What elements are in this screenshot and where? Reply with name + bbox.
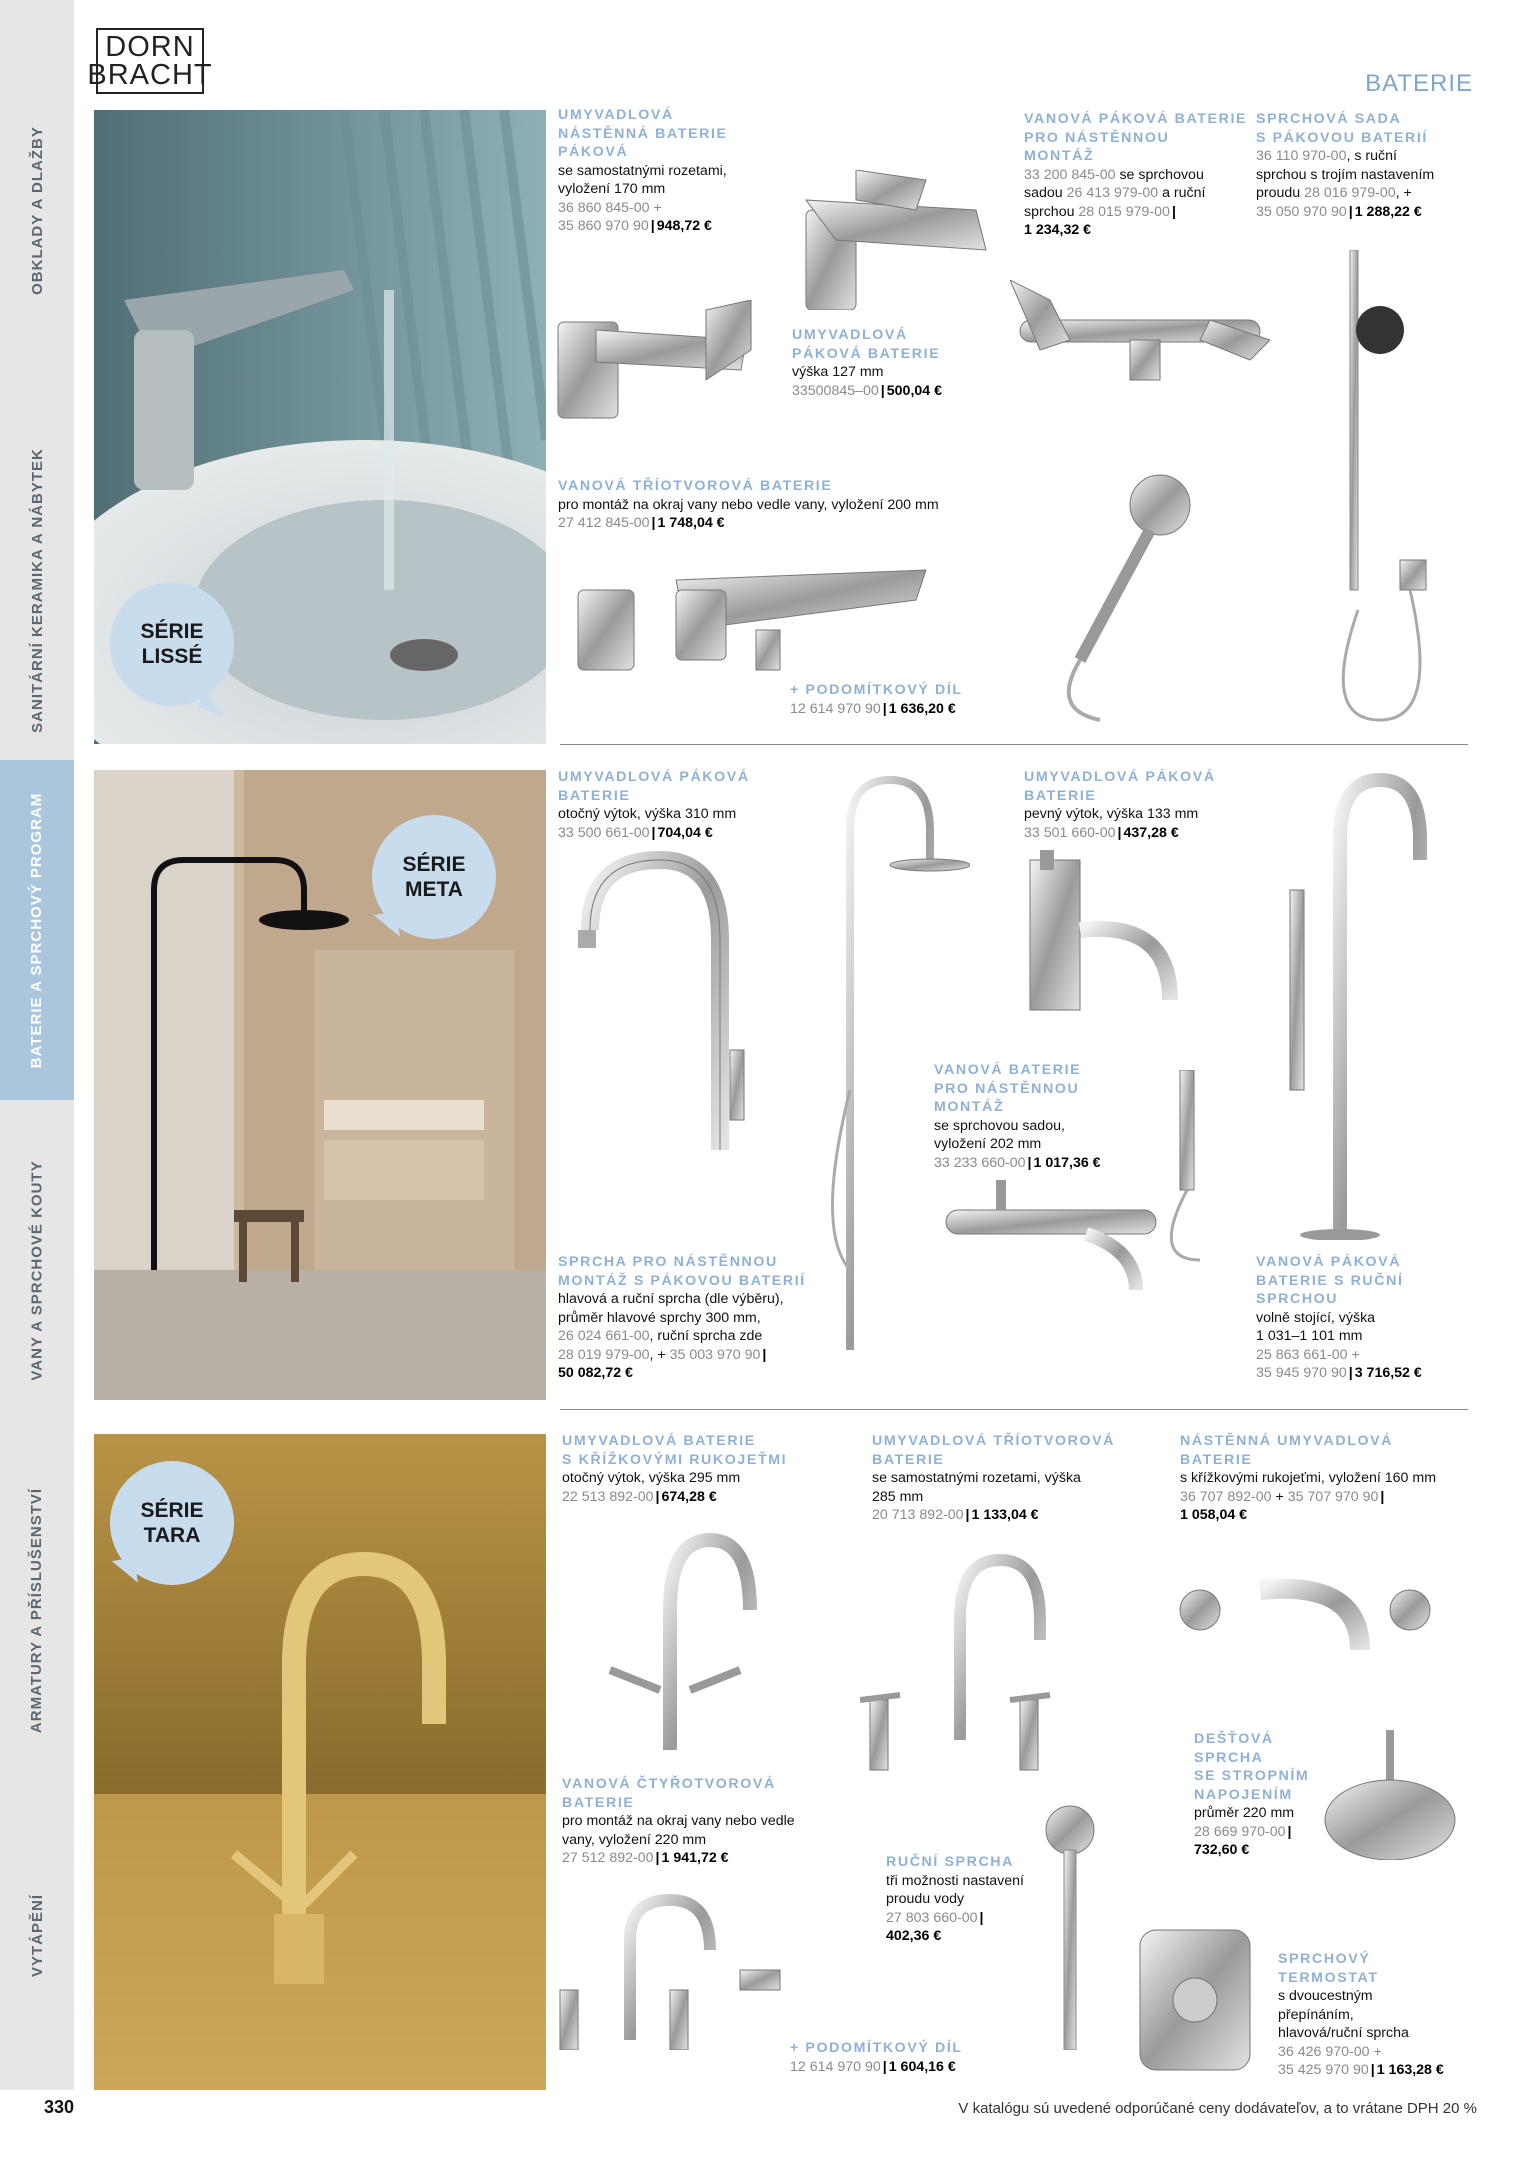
product-title: + PODOMÍTKOVÝ DÍL <box>790 682 963 698</box>
product-title: UMYVADLOVÁ BATERIE <box>562 1433 756 1449</box>
product-desc: tři možnosti nastavení <box>886 1872 1024 1889</box>
product-price: 704,04 € <box>657 824 713 841</box>
product-price: 1 058,04 € <box>1180 1507 1248 1523</box>
product-price: 948,72 € <box>656 218 712 234</box>
product-price: 500,04 € <box>886 382 943 399</box>
illustration-basin-3hole-tara <box>860 1540 1080 1780</box>
product-code: 27 803 660-00 <box>886 1909 978 1926</box>
product-desc: proudu vody <box>886 1891 965 1907</box>
product-code: 28 669 970-00 <box>1194 1823 1286 1840</box>
product-title: SPRCHA <box>1194 1749 1264 1766</box>
illustration-wall-basin-lisse <box>556 300 756 430</box>
product-title: DEŠŤOVÁ <box>1194 1731 1274 1747</box>
product-title: VANOVÁ BATERIE <box>934 1062 1082 1078</box>
product-concealed-part-2: + PODOMÍTKOVÝ DÍL 12 614 970 90 | 1 604,16 € <box>790 2039 1010 2076</box>
side-tab-armatury[interactable] <box>0 1440 74 1782</box>
section-divider <box>560 744 1468 745</box>
series-label: SÉRIE <box>140 1499 204 1522</box>
product-desc: , s ruční <box>1346 148 1397 164</box>
product-title: TERMOSTAT <box>1278 1969 1379 1986</box>
product-title: UMYVADLOVÁ PÁKOVÁ <box>558 769 750 785</box>
product-title: MONTÁŽ <box>934 1099 1005 1115</box>
product-basin-3hole-tara: UMYVADLOVÁ TŘÍOTVOROVÁ BATERIE se samostatnými rozetami, výška 285 mm 20 713 892-00 | 1 133,04 € <box>872 1432 1132 1525</box>
product-desc: průměr hlavové sprchy 300 mm, <box>558 1309 761 1326</box>
brand-logo <box>87 28 213 94</box>
product-wall-shower-meta: SPRCHA PRO NÁSTĚNNOU MONTÁŽ S PÁKOVOU BATERIÍ hlavová a ruční sprcha (dle výběru), průměr hlavové sprchy 300 mm, 26 024 661-00, ruční sprcha zde 28 019 979-00, + 35 003 970 90 | 50 082,72 € <box>558 1253 818 1383</box>
product-code: 36 426 970-00 + <box>1278 2043 1382 2060</box>
product-code: 35 050 970 90 <box>1256 203 1347 220</box>
product-code: 28 016 979-00 <box>1304 185 1396 201</box>
product-title: BATERIE <box>562 1794 635 1811</box>
illustration-freestanding-bath-meta <box>1270 770 1440 1240</box>
product-title: VANOVÁ ČTYŘOTVOROVÁ <box>562 1776 776 1792</box>
product-basin-mixer-meta-fixed: UMYVADLOVÁ PÁKOVÁ BATERIE pevný výtok, výška 133 mm 33 501 660-00 | 437,28 € <box>1024 768 1254 842</box>
product-desc: otočný výtok, výška 295 mm <box>562 1470 741 1486</box>
side-tab-label: ARMATURY A PŘÍSLUŠENSTVÍ <box>28 1487 46 1733</box>
product-basin-mixer-lisse: UMYVADLOVÁ PÁKOVÁ BATERIE výška 127 mm 33500845–00 | 500,04 € <box>792 326 992 400</box>
product-freestanding-bath-meta: VANOVÁ PÁKOVÁ BATERIE S RUČNÍ SPRCHOU volně stojící, výška 1 031–1 101 mm 25 863 661-00 + 35 945 970 90 | 3 716,52 € <box>1256 1253 1476 1383</box>
side-tab-label: VANY A SPRCHOVÉ KOUTY <box>28 1159 46 1381</box>
side-tab-label: SANITÁRNÍ KERAMIKA A NÁBYTEK <box>28 447 46 733</box>
product-desc: proudu <box>1256 185 1305 201</box>
side-tab-vytapeni[interactable] <box>0 1780 74 2092</box>
product-desc: hlavová/ruční sprcha <box>1278 2025 1409 2041</box>
product-code: 35 860 970 90 <box>558 218 649 234</box>
product-code: 35 707 970 90 <box>1287 1488 1379 1505</box>
product-code: 33500845–00 <box>792 382 879 399</box>
product-title: BATERIE <box>1024 787 1097 804</box>
product-desc: vyložení 170 mm <box>558 181 666 197</box>
product-desc: sprchou <box>1024 203 1079 220</box>
product-desc: sadou <box>1024 185 1067 201</box>
product-price: 1 017,36 € <box>1033 1154 1101 1171</box>
product-code: 35 003 970 90 <box>669 1346 761 1363</box>
product-title: VANOVÁ PÁKOVÁ BATERIE <box>1024 111 1248 127</box>
product-desc: pro montáž na okraj vany nebo vedle vany, vyložení 200 mm <box>558 496 939 513</box>
illustration-wall-basin-tara <box>1160 1550 1450 1680</box>
product-title: PÁKOVÁ BATERIE <box>792 345 941 362</box>
product-title: VANOVÁ TŘÍOTVOROVÁ BATERIE <box>558 478 833 494</box>
product-code: 22 513 892-00 <box>562 1488 654 1505</box>
brand-line-1: DORN <box>105 31 195 63</box>
series-name: META <box>405 878 463 901</box>
product-title: BATERIE <box>872 1451 945 1468</box>
product-desc: , ruční sprcha zde <box>649 1328 763 1344</box>
product-code: 33 500 661-00 <box>558 824 650 841</box>
illustration-bath-3hole-lisse <box>576 560 936 680</box>
product-title: BATERIE S RUČNÍ <box>1256 1272 1404 1289</box>
illustration-basin-meta-tall <box>570 850 770 1170</box>
series-label: SÉRIE <box>402 853 466 876</box>
product-title: UMYVADLOVÁ TŘÍOTVOROVÁ <box>872 1433 1116 1449</box>
product-desc: 285 mm <box>872 1488 924 1505</box>
product-title: PRO NÁSTĚNNOU <box>1024 129 1170 146</box>
product-desc: otočný výtok, výška 310 mm <box>558 806 737 822</box>
section-title: BATERIE <box>1365 70 1473 97</box>
product-shower-thermostat: SPRCHOVÝ TERMOSTAT s dvoucestným přepínáním, hlavová/ruční sprcha 36 426 970-00 + 35 425 970 90 | 1 163,28 € <box>1278 1950 1478 2080</box>
section-divider <box>560 1409 1468 1410</box>
illustration-handshower-meta <box>1160 1070 1220 1270</box>
product-basin-cross-tara: UMYVADLOVÁ BATERIE S KŘÍŽKOVÝMI RUKOJEŤMI otočný výtok, výška 295 mm 22 513 892-00 | 674,28 € <box>562 1432 812 1506</box>
illustration-shower-set-lisse <box>1320 250 1460 730</box>
series-label: SÉRIE <box>140 620 204 643</box>
product-desc: se samostatnými rozetami, <box>558 162 727 179</box>
product-price: 1 636,20 € <box>888 700 956 717</box>
product-code: 36 110 970-00 <box>1256 148 1347 164</box>
product-title: NÁSTĚNNÁ BATERIE <box>558 125 728 142</box>
product-price: 674,28 € <box>661 1488 717 1505</box>
illustration-wall-bath-meta <box>936 1180 1176 1300</box>
product-desc: 1 031–1 101 mm <box>1256 1328 1363 1344</box>
product-price: 1 163,28 € <box>1376 2062 1444 2078</box>
product-title: SPRCHA PRO NÁSTĚNNOU <box>558 1254 778 1270</box>
product-desc: se sprchovou sadou, <box>934 1117 1065 1134</box>
illustration-basin-mixer-lisse <box>796 170 996 310</box>
side-navigation <box>0 0 74 2090</box>
brand-line-2: BRACHT <box>87 59 213 91</box>
product-desc: hlavová a ruční sprcha (dle výběru), <box>558 1291 784 1307</box>
side-tab-obklady[interactable] <box>0 0 74 422</box>
product-desc: se samostatnými rozetami, výška <box>872 1470 1081 1486</box>
illustration-handshower-lisse <box>1040 470 1220 730</box>
product-code: 12 614 970 90 <box>790 2058 881 2075</box>
footer-note: V katalógu sú uvedené odporúčané ceny dodávateľov, a to vrátane DPH 20 % <box>958 2100 1477 2117</box>
product-title: BATERIE <box>1180 1451 1253 1468</box>
product-code: 33 200 845-00 <box>1024 166 1116 183</box>
product-price: 50 082,72 € <box>558 1365 633 1381</box>
product-title: VANOVÁ PÁKOVÁ <box>1256 1254 1402 1270</box>
product-price: 437,28 € <box>1123 824 1179 841</box>
product-title: BATERIE <box>558 787 631 804</box>
product-price: 1 941,72 € <box>661 1850 729 1866</box>
product-title: S PÁKOVOU BATERIÍ <box>1256 129 1428 146</box>
product-code: 35 425 970 90 <box>1278 2062 1369 2078</box>
side-tab-vany[interactable] <box>0 1100 74 1442</box>
product-code: 27 512 892-00 <box>562 1850 654 1866</box>
product-desc: průměr 220 mm <box>1194 1805 1295 1821</box>
product-desc: pevný výtok, výška 133 mm <box>1024 806 1199 822</box>
product-price: 1 604,16 € <box>888 2058 956 2075</box>
illustration-basin-cross-tara <box>600 1520 760 1750</box>
product-title: S KŘÍŽKOVÝMI RUKOJEŤMI <box>562 1451 788 1468</box>
illustration-hand-shower <box>1040 1800 1100 2050</box>
product-price: 1 288,22 € <box>1354 203 1422 220</box>
product-code: 33 501 660-00 <box>1024 824 1116 841</box>
product-code: 35 945 970 90 <box>1256 1365 1347 1381</box>
product-price: 1 748,04 € <box>657 515 725 531</box>
page-number: 330 <box>44 2097 75 2117</box>
side-tab-baterie[interactable] <box>0 760 74 1102</box>
product-desc: s křížkovými rukojeťmi, vyložení 160 mm <box>1180 1470 1437 1486</box>
product-bath-4hole-tara: VANOVÁ ČTYŘOTVOROVÁ BATERIE pro montáž na okraj vany nebo vedle vany, vyložení 220 mm 27 512 892-00 | 1 941,72 € <box>562 1775 832 1868</box>
product-title: UMYVADLOVÁ <box>792 327 908 343</box>
product-price: 732,60 € <box>1194 1842 1250 1858</box>
product-desc: přepínáním, <box>1278 2006 1354 2023</box>
product-desc: , + <box>1395 185 1412 201</box>
product-desc: se sprchovou <box>1115 166 1204 183</box>
product-title: SPRCHOU <box>1256 1291 1339 1307</box>
series-name: LISSÉ <box>141 645 203 668</box>
product-price: 402,36 € <box>886 1928 942 1944</box>
side-tab-sanitarni[interactable] <box>0 420 74 762</box>
product-price: 1 133,04 € <box>971 1507 1039 1523</box>
illustration-rain-shower <box>1320 1730 1460 1860</box>
illustration-shower-thermostat <box>1130 1920 1260 2080</box>
product-desc: vany, vyložení 220 mm <box>562 1831 707 1848</box>
product-code: 26 024 661-00 <box>558 1328 650 1344</box>
series-name: TARA <box>143 1524 201 1547</box>
product-code: 36 707 892-00 <box>1180 1488 1272 1505</box>
product-desc: + <box>1271 1488 1288 1505</box>
side-tab-label: BATERIE A SPRCHOVÝ PROGRAM <box>28 792 46 1068</box>
product-price: 3 716,52 € <box>1354 1365 1422 1381</box>
product-code: 25 863 661-00 + <box>1256 1346 1360 1363</box>
product-desc: pro montáž na okraj vany nebo vedle <box>562 1813 795 1829</box>
product-shower-set-lisse: SPRCHOVÁ SADA S PÁKOVOU BATERIÍ 36 110 970-00, s ruční sprchou s trojím nastavením proudu 28 016 979-00, + 35 050 970 90 | 1 288,22 € <box>1256 110 1476 221</box>
product-wall-bath-mixer-lisse: VANOVÁ PÁKOVÁ BATERIE PRO NÁSTĚNNOU MONTÁŽ 33 200 845-00 se sprchovou sadou 26 413 979-00 a ruční sprchou 28 015 979-00 | 1 234,32 € <box>1024 110 1254 240</box>
product-desc: s dvoucestným <box>1278 1988 1373 2004</box>
product-desc: sprchou s trojím nastavením <box>1256 166 1435 183</box>
product-title: + PODOMÍTKOVÝ DÍL <box>790 2040 963 2056</box>
product-basin-mixer-meta-tall: UMYVADLOVÁ PÁKOVÁ BATERIE otočný výtok, výška 310 mm 33 500 661-00 | 704,04 € <box>558 768 788 842</box>
product-code: 28 015 979-00 <box>1078 203 1170 220</box>
side-tab-label: OBKLADY A DLAŽBY <box>28 125 46 295</box>
illustration-wall-bath-lisse <box>1010 280 1270 390</box>
product-code: 33 233 660-00 <box>934 1154 1026 1171</box>
product-wall-basin-tara: NÁSTĚNNÁ UMYVADLOVÁ BATERIE s křížkovými rukojeťmi, vyložení 160 mm 36 707 892-00 + 35 707 970 90 | 1 058,04 € <box>1180 1432 1480 1525</box>
product-title: PRO NÁSTĚNNOU <box>934 1080 1080 1097</box>
product-desc: vyložení 202 mm <box>934 1136 1042 1152</box>
product-concealed-part-1: + PODOMÍTKOVÝ DÍL 12 614 970 90 | 1 636,20 € <box>790 681 1010 718</box>
product-title: UMYVADLOVÁ <box>558 107 674 123</box>
product-title: PÁKOVÁ <box>558 144 629 160</box>
product-wall-basin-mixer-lisse: UMYVADLOVÁ NÁSTĚNNÁ BATERIE PÁKOVÁ se samostatnými rozetami, vyložení 170 mm 36 860 845-00 + 35 860 970 90 | 948,72 € <box>558 106 758 236</box>
product-title: MONTÁŽ S PÁKOVOU BATERIÍ <box>558 1272 806 1289</box>
illustration-bath-4hole-tara <box>550 1890 790 2050</box>
product-title: NÁSTĚNNÁ UMYVADLOVÁ <box>1180 1433 1394 1449</box>
product-title: RUČNÍ SPRCHA <box>886 1854 1014 1870</box>
illustration-basin-meta-fixed <box>1020 850 1200 1020</box>
product-bath-3hole-lisse: VANOVÁ TŘÍOTVOROVÁ BATERIE pro montáž na okraj vany nebo vedle vany, vyložení 200 mm 27 412 845-00 | 1 748,04 € <box>558 477 1018 533</box>
product-title: NAPOJENÍM <box>1194 1786 1293 1803</box>
product-desc: výška 127 mm <box>792 364 884 380</box>
product-desc: , + <box>649 1346 670 1363</box>
product-desc: volně stojící, výška <box>1256 1309 1376 1326</box>
product-hand-shower: RUČNÍ SPRCHA tři možnosti nastavení proudu vody 27 803 660-00 | 402,36 € <box>886 1853 1056 1946</box>
product-code: 26 413 979-00 <box>1066 185 1159 201</box>
product-title: UMYVADLOVÁ PÁKOVÁ <box>1024 769 1216 785</box>
product-desc: a ruční <box>1158 185 1206 201</box>
product-title: SPRCHOVÝ <box>1278 1951 1371 1967</box>
product-code: 20 713 892-00 <box>872 1507 964 1523</box>
series-badge-lisse <box>110 582 234 706</box>
product-code: 36 860 845-00 + <box>558 199 662 216</box>
product-rain-shower: DEŠŤOVÁ SPRCHA SE STROPNÍM NAPOJENÍM průměr 220 mm 28 669 970-00 | 732,60 € <box>1194 1730 1334 1860</box>
product-code: 12 614 970 90 <box>790 700 881 717</box>
product-code: 27 412 845-00 <box>558 515 650 531</box>
product-wall-bath-mixer-meta: VANOVÁ BATERIE PRO NÁSTĚNNOU MONTÁŽ se sprchovou sadou, vyložení 202 mm 33 233 660-00 | 1 017,36 € <box>934 1061 1134 1172</box>
product-title: SPRCHOVÁ SADA <box>1256 111 1402 127</box>
product-title: MONTÁŽ <box>1024 148 1095 164</box>
side-tab-label: VYTÁPĚNÍ <box>28 1893 46 1977</box>
product-title: SE STROPNÍM <box>1194 1768 1310 1784</box>
series-badge-tara <box>110 1461 234 1585</box>
series-badge-meta <box>372 815 496 939</box>
product-code: 28 019 979-00 <box>558 1346 650 1363</box>
product-price: 1 234,32 € <box>1024 222 1092 238</box>
